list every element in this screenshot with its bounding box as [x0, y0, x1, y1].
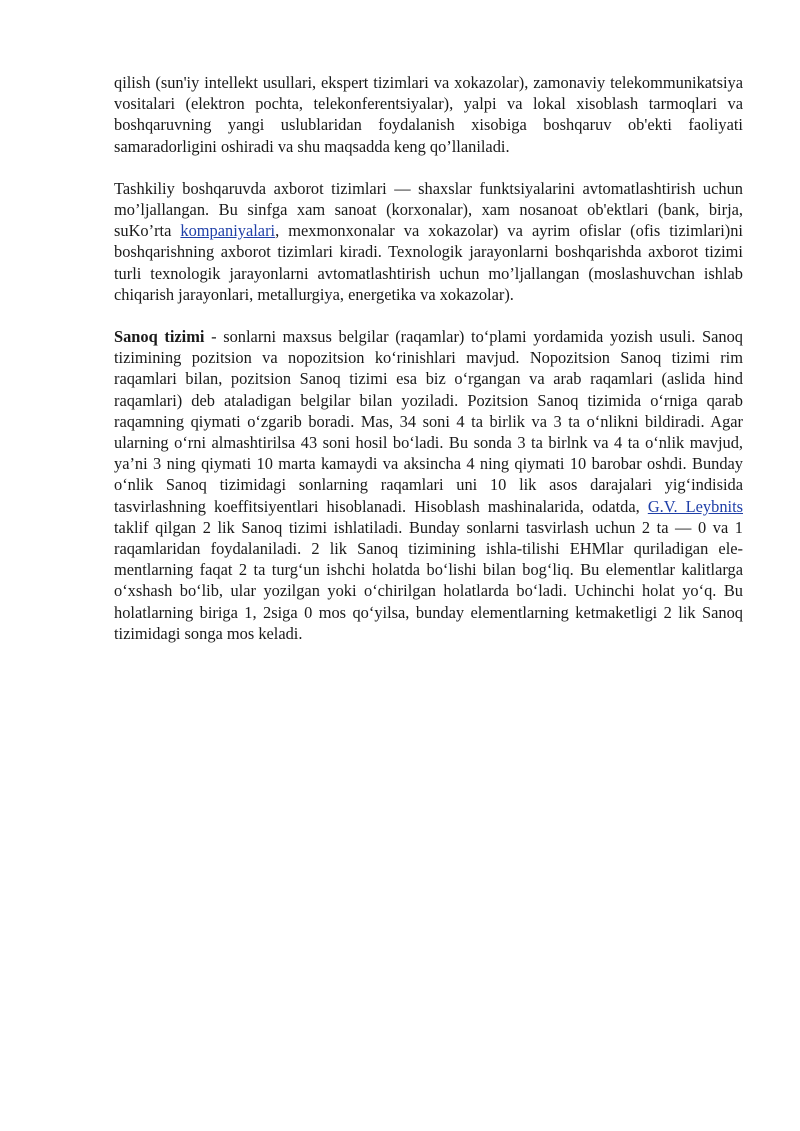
paragraph-information-systems-text-b: , mexmonxonalar va xokazolar) va ayrim ofislar (ofis tizimlari)ni boshqarishning axborot tizimlari kiradi. Texnologik jarayonlarni boshqarishda axborot tizimi turli texnologik jarayonlarni avtomatlashtirish uchun mo’ljallangan (moslashuvchan ishlab chiqarish jarayonlari, metallurgiya, energetika va xokazolar). — [114, 221, 743, 304]
paragraph-intro-text: qilish (sun'iy intellekt usullari, ekspert tizimlari va xokazolar), zamonaviy telekommunikatsiya vositalari (elektron pochta, telekonferentsiyalar), yalpi va lokal xisoblash tarmoqlari va boshqaruvning yangi uslublaridan foydalanish xisobiga boshqaruv ob'ekti faoliyati samaradorligini oshiradi va shu maqsadda keng qo’llaniladi. — [114, 73, 743, 156]
paragraph-number-system-text-a: - sonlarni maxsus belgilar (raqamlar) to‘plami yordamida yozish usuli. Sanoq tizimining pozitsion va nopozitsion ko‘rinishlari mavjud. Nopozitsion Sanoq tizimi rim raqamlari bilan, pozitsion Sanoq tizimi esa biz o‘rgangan va arab raqamlari (aslida hind raqamlari) deb ataladigan belgilar bilan yoziladi. Pozitsion Sanoq tizimida o‘rniga qarab raqamning qiymati o‘zgarib boradi. Mas, 34 soni 4 ta birlik va 3 ta o‘nlikni bildiradi. Agar ularning o‘rni almashtirilsa 43 soni hosil bo‘ladi. Bu sonda 3 ta birlnk va 4 ta o‘nlik mavjud, ya’ni 3 ning qiymati 10 marta kamaydi va aksincha 4 ning qiymati 10 barobar oshdi. Bunday o‘nlik Sanoq tizimidagi sonlarning raqamlari uni 10 lik asos darajalari yig‘indisida tasvirlashning koeffitsiyentlari hisoblanadi. Hisoblash mashinalarida, odatda, — [114, 327, 744, 516]
paragraph-intro — [114, 72, 743, 157]
paragraph-information-systems-text-a: Tashkiliy boshqaruvda axborot tizimlari — shaxslar funktsiyalarini avtomatlashtirish uchun mo’ljallangan. Bu sinfga xam sanoat (korxonalar), xam nosanoat ob'ektlari (bank, birja, suKo’rta — [114, 178, 743, 241]
paragraph-number-system — [114, 326, 743, 644]
link-leybnits[interactable]: G.V. Leybnits — [647, 496, 743, 516]
link-kompaniyalari[interactable]: kompaniyalari — [180, 221, 276, 241]
term-sanoq-tizimi: Sanoq tizimi — [114, 327, 205, 347]
paragraph-number-system-text-b: taklif qilgan 2 lik Sanoq tizimi ishlatiladi. Bunday sonlarni tasvirlash uchun 2 ta — 0 va 1 raqamlaridan foydalaniladi. 2 lik Sanoq tizimining ishla-tilishi EHMlar quriladigan ele-mentlarning faqat 2 ta turg‘un ishchi holatda bo‘lishi bilan bog‘liq. Bu elementlar kalitlarga o‘xshash bo‘lib, ular yozilgan yoki o‘chirilgan holatlarda bo‘ladi. Uchinchi holat yo‘q. Bu holatlarning biriga 1, 2siga 0 mos qo‘yilsa, bunday elementlarning ketmaketligi 2 lik Sanoq tizimidagi songa mos keladi. — [114, 517, 743, 643]
paragraph-information-systems — [114, 178, 743, 305]
document-page — [114, 72, 743, 665]
